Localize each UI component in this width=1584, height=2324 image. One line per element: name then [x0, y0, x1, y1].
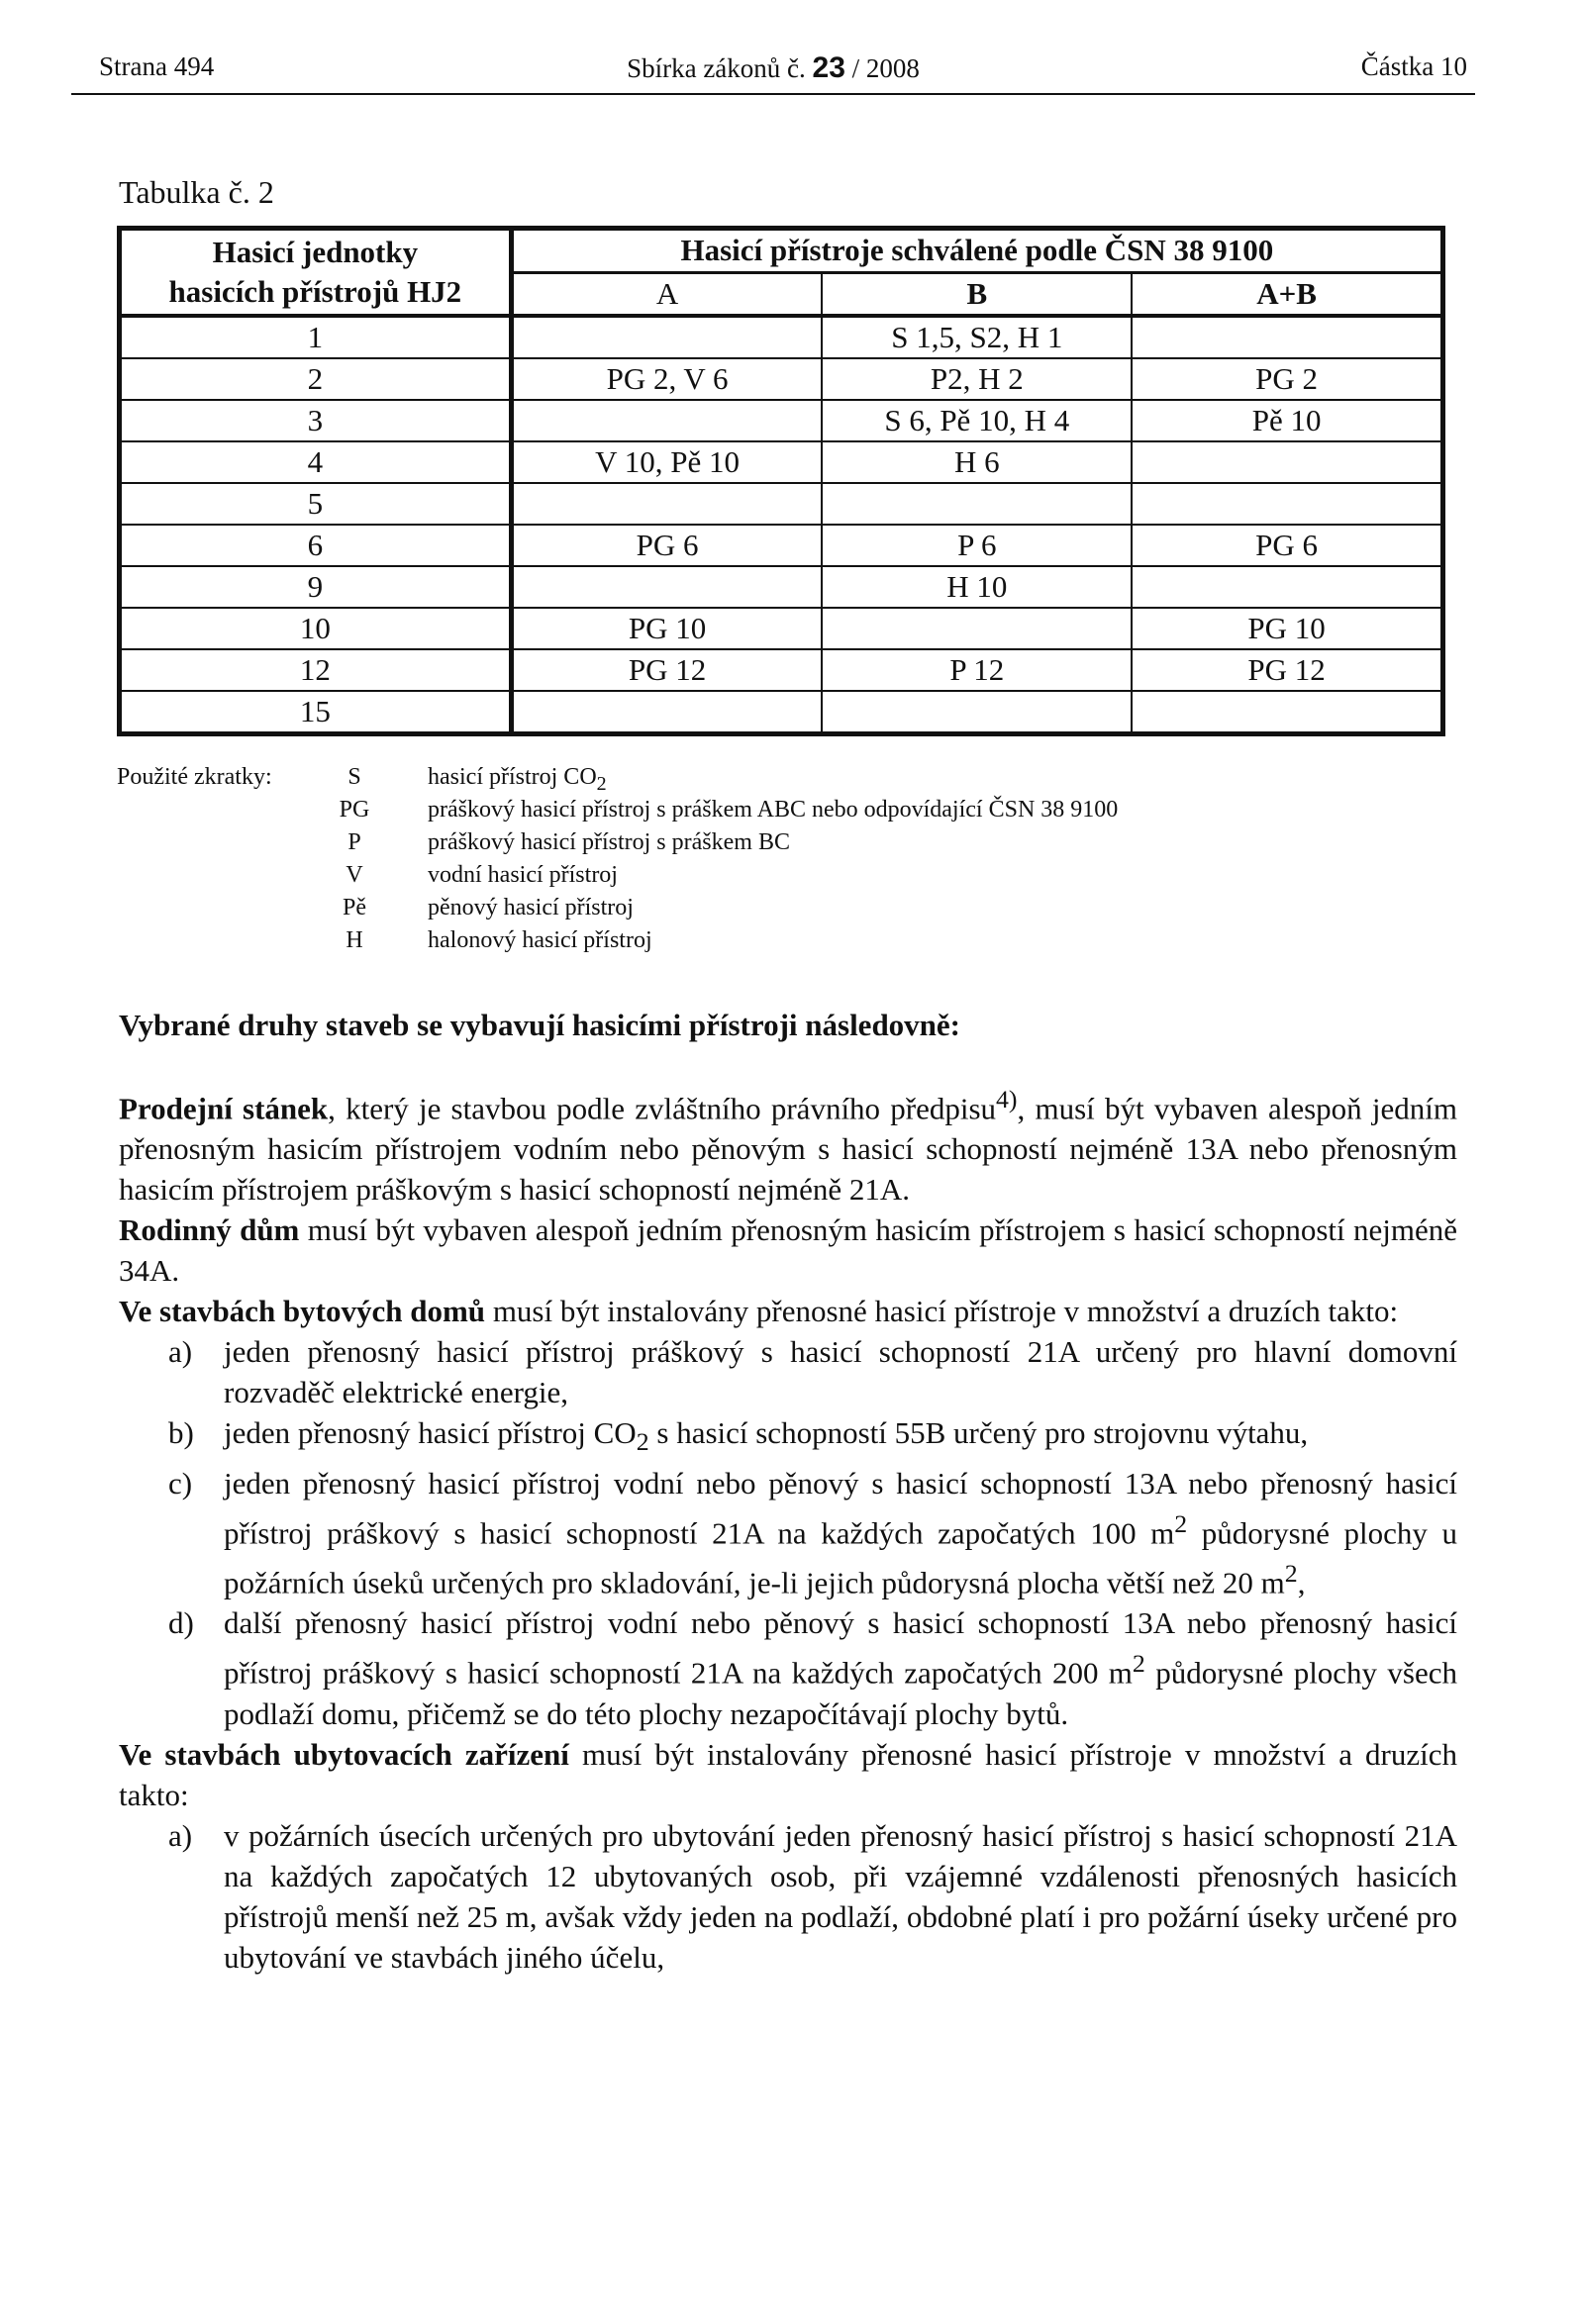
- col-ab-cell: [1132, 316, 1442, 358]
- list-marker: a): [168, 1817, 193, 1853]
- extinguisher-table: [117, 226, 1445, 736]
- col-ab-cell: Pě 10: [1132, 400, 1442, 441]
- hj-cell: 1: [120, 316, 512, 358]
- abbreviation-desc-text: halonový hasicí přístroj: [428, 927, 652, 953]
- list-marker: c): [168, 1465, 193, 1501]
- col-ab-cell: [1132, 483, 1442, 525]
- body-text: [119, 1079, 1457, 1978]
- list-item-text: ,: [1297, 1565, 1306, 1600]
- abbreviation-code: P: [347, 829, 361, 855]
- hj-cell: 3: [120, 400, 512, 441]
- collection-ref: [71, 51, 1475, 85]
- col-a-cell: PG 10: [511, 608, 822, 649]
- col-b-cell: P 6: [822, 525, 1132, 566]
- abbreviation-desc-text: práškový hasicí přístroj s práškem ABC nebo odpovídající ČSN 38 9100: [428, 797, 1119, 823]
- col-b-cell: [822, 483, 1132, 525]
- list-item-text: jeden přenosný hasicí přístroj CO: [224, 1415, 637, 1451]
- list-item-text: další přenosný hasicí přístroj vodní nebo pěnový s hasicí schopností 13A nebo přenosný hasicí přístroj práškový s hasicí schopností 21A na každých započatých 200 m: [224, 1605, 1457, 1691]
- table-row: [120, 316, 1443, 358]
- table-row: [120, 608, 1443, 649]
- list-item-text: s hasicí schopností 55B určený pro strojovnu výtahu,: [648, 1415, 1309, 1451]
- col-ab-cell: [1132, 566, 1442, 608]
- paragraph-text: musí být vybaven alespoň jedním přenosným hasicím přístrojem s hasicí schopností nejméně 34A.: [119, 1212, 1457, 1289]
- section-heading: Vybrané druhy staveb se vybavují hasicími přístroji následovně:: [119, 1008, 961, 1042]
- superscript: 2: [1132, 1649, 1145, 1679]
- col-ab-cell: PG 2: [1132, 358, 1442, 400]
- col-b-cell: H 6: [822, 441, 1132, 483]
- abbreviation-code: H: [346, 927, 363, 953]
- term-prodejni-stanek: Prodejní stánek: [119, 1091, 329, 1126]
- paragraph-bytove-domy: [119, 1291, 1457, 1331]
- paragraph-rodinny-dum: [119, 1210, 1457, 1291]
- col-b-cell: S 1,5, S2, H 1: [822, 316, 1132, 358]
- col-a-cell: PG 12: [511, 649, 822, 691]
- col-b-cell: H 10: [822, 566, 1132, 608]
- term-rodinny-dum: Rodinný dům: [119, 1212, 300, 1248]
- table-row: [120, 566, 1443, 608]
- list-item: [119, 1331, 1457, 1412]
- col-a-cell: [511, 691, 822, 734]
- col-b-cell: S 6, Pě 10, H 4: [822, 400, 1132, 441]
- abbreviation-code: V: [346, 862, 363, 888]
- hj-cell: 9: [120, 566, 512, 608]
- col-ab-cell: [1132, 691, 1442, 734]
- paragraph-text: musí být instalovány přenosné hasicí přístroje v množství a druzích takto:: [485, 1294, 1399, 1329]
- col-a-cell: [511, 566, 822, 608]
- paragraph-ubytovaci-zarizeni: [119, 1734, 1457, 1815]
- table-caption: Tabulka č. 2: [119, 174, 274, 210]
- part-number: Částka 10: [1360, 51, 1467, 81]
- abbreviation-desc: [428, 764, 607, 796]
- list-marker: a): [168, 1334, 193, 1370]
- page-header: [71, 42, 1475, 95]
- col-a-cell: [511, 400, 822, 441]
- hj-cell: 6: [120, 525, 512, 566]
- list-item-text: půdorysné plochy všech podlaží domu, přičemž se do této plochy nezapočítávají plochy bytů.: [224, 1655, 1457, 1731]
- row-header-cell: [120, 229, 512, 317]
- paragraph-prodejni-stanek: [119, 1079, 1457, 1210]
- collection-prefix: Sbírka zákonů č.: [627, 53, 806, 83]
- term-bytove-domy: Ve stavbách bytových domů: [119, 1294, 486, 1329]
- column-header-ab: A+B: [1132, 272, 1442, 316]
- hj-cell: 12: [120, 649, 512, 691]
- term-ubytovaci-zarizeni: Ve stavbách ubytovacích zařízení: [119, 1736, 569, 1772]
- col-b-cell: [822, 691, 1132, 734]
- abbreviation-code: Pě: [343, 895, 366, 920]
- list-marker: b): [168, 1415, 194, 1451]
- col-a-cell: PG 6: [511, 525, 822, 566]
- abbreviation-desc-text: vodní hasicí přístroj: [428, 862, 618, 888]
- table-header-row: [120, 229, 1443, 273]
- abbreviations-label: Použité zkratky:: [117, 764, 272, 790]
- abbreviation-desc-text: pěnový hasicí přístroj: [428, 895, 634, 920]
- col-ab-cell: [1132, 441, 1442, 483]
- abbreviation-desc: [428, 927, 652, 959]
- hj-cell: 10: [120, 608, 512, 649]
- collection-number: 23: [812, 51, 845, 84]
- paragraph-text: , který je stavbou podle zvláštního právního předpisu: [328, 1091, 997, 1126]
- abbreviation-desc-text: práškový hasicí přístroj s práškem BC: [428, 829, 790, 855]
- list-item: [119, 1815, 1457, 1978]
- abbreviation-desc: [428, 895, 634, 926]
- col-ab-cell: PG 10: [1132, 608, 1442, 649]
- row-header-line2: hasicích přístrojů HJ2: [168, 274, 462, 309]
- list-item: [119, 1463, 1457, 1603]
- list-item: [119, 1602, 1457, 1733]
- table-row: [120, 691, 1443, 734]
- col-b-cell: P 12: [822, 649, 1132, 691]
- table-row: [120, 358, 1443, 400]
- list-item-text: v požárních úsecích určených pro ubytování jeden přenosný hasicí přístroj s hasicí schopností 21A na každých započatých 12 ubytovaných osob, při vzájemné vzdálenosti přenosných hasicích přístrojů menší než 25 m, avšak vždy jeden na podlaží, obdobné platí i pro požární úseky určené pro ubytování ve stavbách jiného účelu,: [224, 1817, 1457, 1975]
- col-b-cell: P2, H 2: [822, 358, 1132, 400]
- abbreviation-desc: [428, 797, 1118, 828]
- collection-year: / 2008: [851, 53, 920, 83]
- table-row: [120, 400, 1443, 441]
- table-row: [120, 649, 1443, 691]
- col-b-cell: [822, 608, 1132, 649]
- list-bytove-domy: [119, 1331, 1457, 1733]
- page-number: Strana 494: [99, 51, 215, 81]
- abbreviation-desc: [428, 829, 790, 861]
- col-a-cell: [511, 483, 822, 525]
- abbreviation-desc: [428, 862, 618, 894]
- footnote-ref: 4): [996, 1085, 1018, 1114]
- list-item-text: jeden přenosný hasicí přístroj vodní nebo pěnový s hasicí schopností 13A nebo přenosný hasicí přístroj práškový s hasicí schopností 21A na každých započatých 100 m: [224, 1465, 1457, 1550]
- col-ab-cell: PG 12: [1132, 649, 1442, 691]
- table-row: [120, 483, 1443, 525]
- list-item: [119, 1412, 1457, 1462]
- abbreviation-desc-text: hasicí přístroj CO: [428, 764, 597, 790]
- hj-cell: 15: [120, 691, 512, 734]
- paragraph-text: , musí být vybaven alespoň jedním přenosným hasicím přístrojem vodním nebo pěnovým s hasicí schopností nejméně 13A nebo přenosným hasicím přístrojem práškovým s hasicí schopností nejméně 21A.: [119, 1091, 1457, 1208]
- column-header-b: B: [822, 272, 1132, 316]
- hj-cell: 2: [120, 358, 512, 400]
- row-header-line1: Hasicí jednotky: [212, 235, 419, 269]
- superscript: 2: [1174, 1508, 1188, 1538]
- hj-cell: 4: [120, 441, 512, 483]
- list-item-text: půdorysné plochy u požárních úseků určených pro skladování, je-li jejich půdorysná plocha větší než 20 m: [224, 1514, 1457, 1600]
- hj-cell: 5: [120, 483, 512, 525]
- col-a-cell: PG 2, V 6: [511, 358, 822, 400]
- table-body: [120, 316, 1443, 734]
- col-a-cell: V 10, Pě 10: [511, 441, 822, 483]
- abbreviation-code: S: [347, 764, 361, 790]
- col-a-cell: [511, 316, 822, 358]
- superscript: 2: [1284, 1558, 1298, 1588]
- table-row: [120, 525, 1443, 566]
- subscript: 2: [636, 1427, 649, 1457]
- subscript: 2: [596, 772, 607, 795]
- col-ab-cell: PG 6: [1132, 525, 1442, 566]
- abbreviation-code: PG: [339, 797, 370, 823]
- table-row: [120, 441, 1443, 483]
- paragraph-text: musí být instalovány přenosné hasicí přístroje v množství a druzích takto:: [119, 1736, 1458, 1812]
- list-marker: d): [168, 1605, 194, 1641]
- group-header: Hasicí přístroje schválené podle ČSN 38 9100: [511, 229, 1442, 273]
- column-header-a: A: [511, 272, 822, 316]
- list-item-text: jeden přenosný hasicí přístroj práškový s hasicí schopností 21A určený pro hlavní domovní rozvaděč elektrické energie,: [224, 1334, 1457, 1410]
- list-ubytovaci-zarizeni: [119, 1815, 1457, 1978]
